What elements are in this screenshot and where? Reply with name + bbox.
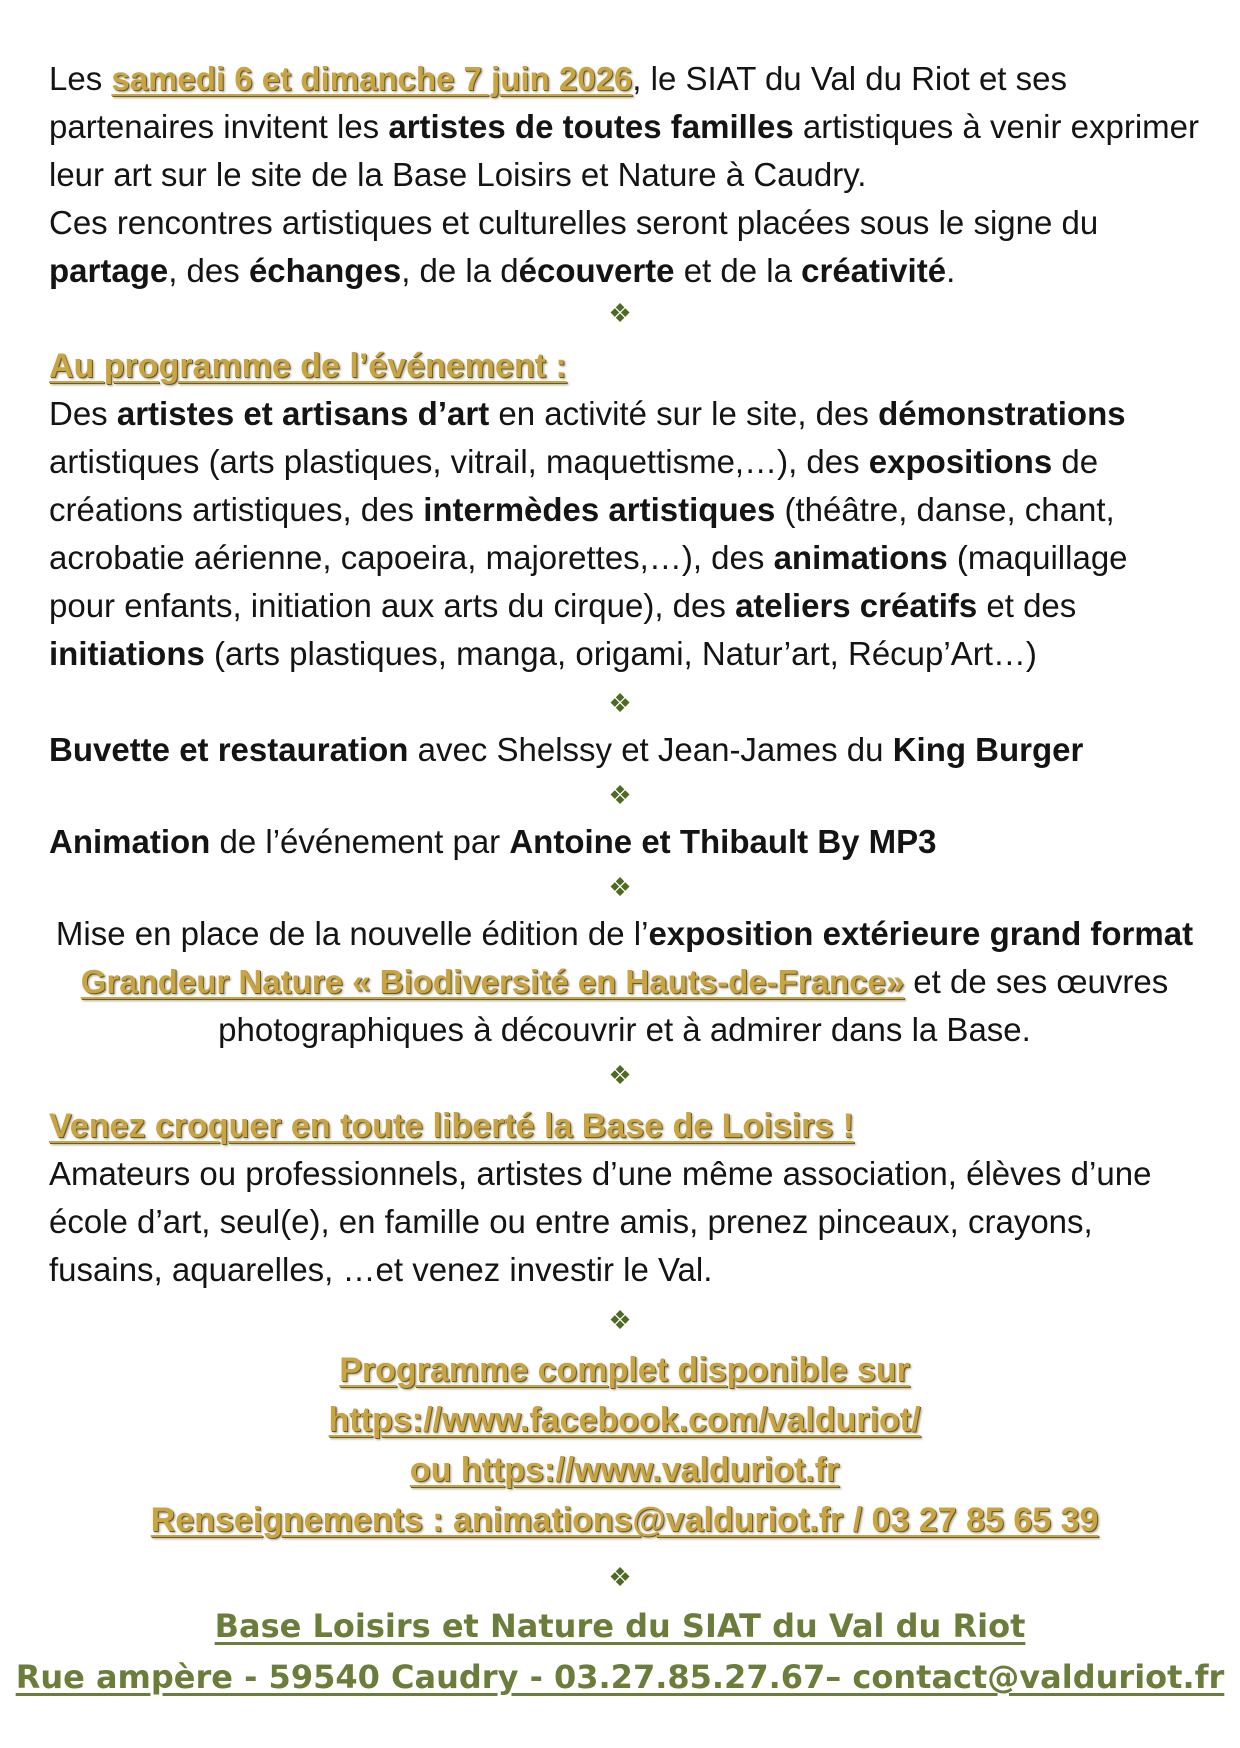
- programme-text-part: en activité sur le site, des: [489, 395, 879, 432]
- contact-info-line[interactable]: Renseignements : animations@valduriot.fr / 03 27 85 65 39: [150, 1501, 1099, 1539]
- exposition-paragraph: [49, 910, 1200, 1054]
- programme-text: [49, 390, 1200, 678]
- intro-text: artistiques à venir exprimer leur art sur le site de la Base Loisirs et Nature à Caudry.: [49, 108, 1200, 193]
- separator-icon: ❖: [608, 298, 632, 328]
- programme-text-part: (maquillage pour enfants, initiation aux arts du cirque), des: [49, 539, 1128, 624]
- programme-bold-part: expositions: [868, 443, 1053, 480]
- bold-decouverte: écouverte: [518, 252, 675, 289]
- programme-text-part: artistiques (arts plastiques, vitrail, maquettisme,…), des: [49, 443, 869, 480]
- intro-text: Ces rencontres artistiques et culturelles seront placées sous le signe du: [49, 204, 1099, 241]
- croquer-text: Amateurs ou professionnels, artistes d’une même association, élèves d’une école d’art, seul(e), en famille ou entre amis, prenez pinceaux, crayons, fusains, aquarelles, …et venez investir le Val.: [49, 1155, 1152, 1288]
- separator-icon: ❖: [608, 1305, 632, 1335]
- buvette-bold: Buvette et restauration: [49, 731, 409, 768]
- buvette-text: avec Shelssy et Jean-James du: [408, 731, 893, 768]
- programme-bold-part: ateliers créatifs: [735, 587, 978, 624]
- croquer-heading: Venez croquer en toute liberté la Base de Loisirs !: [49, 1107, 854, 1145]
- programme-bold-part: intermèdes artistiques: [423, 491, 776, 528]
- programme-bold-part: artistes et artisans d’art: [116, 395, 490, 432]
- programme-complet-line: Programme complet disponible sur: [339, 1351, 910, 1389]
- animation-text: de l’événement par: [210, 823, 510, 860]
- separator-icon: ❖: [608, 872, 632, 902]
- separator-icon: ❖: [608, 780, 632, 810]
- separator-icon: ❖: [608, 688, 632, 718]
- buvette-line: [49, 726, 1200, 774]
- animation-bold: Animation: [49, 823, 211, 860]
- intro-bold-text: artistes de toutes familles: [388, 108, 794, 145]
- programme-text-part: (arts plastiques, manga, origami, Natur’art, Récup’Art…): [204, 635, 1037, 672]
- programme-section: [49, 342, 1200, 678]
- separator-icon: ❖: [608, 1562, 632, 1592]
- programme-bold-part: initiations: [49, 635, 205, 672]
- intro-text: , le SIAT du Val du Riot et ses partenaires invitent les: [49, 60, 1068, 145]
- animator-bold: Antoine et Thibault By MP3: [509, 823, 937, 860]
- programme-text-part: (théâtre, danse, chant, acrobatie aérienne, capoeira, majorettes,…), des: [49, 491, 1115, 576]
- programme-heading: Au programme de l’événement :: [49, 347, 567, 385]
- exposition-title-highlight: Grandeur Nature « Biodiversité en Hauts-de-France»: [80, 963, 905, 1000]
- intro-paragraph: [49, 55, 1200, 295]
- intro-text: et de la: [674, 252, 802, 289]
- exposition-text: et de ses œuvres photographiques à découvrir et à admirer dans la Base.: [218, 963, 1169, 1048]
- programme-text-part: de créations artistiques, des: [49, 443, 1099, 528]
- bold-partage: partage: [49, 252, 169, 289]
- intro-text: , des: [168, 252, 249, 289]
- info-section: [49, 1345, 1200, 1545]
- separator-icon: ❖: [608, 1060, 632, 1090]
- intro-text: , de la d: [401, 252, 519, 289]
- website-link[interactable]: ou https://www.valduriot.fr: [409, 1451, 840, 1489]
- programme-bold-part: animations: [773, 539, 948, 576]
- exposition-text: Mise en place de la nouvelle édition de l’: [55, 915, 649, 952]
- footer-title: Base Loisirs et Nature du SIAT du Val du Riot: [214, 1607, 1026, 1645]
- animation-line: [49, 818, 1200, 866]
- croquer-section: [49, 1102, 1200, 1294]
- programme-text-part: et des: [977, 587, 1077, 624]
- exposition-bold: exposition extérieure grand format: [648, 915, 1194, 952]
- programme-bold-part: démonstrations: [878, 395, 1126, 432]
- footer-address: Rue ampère - 59540 Caudry - 03.27.85.27.67– contact@valduriot.fr: [15, 1658, 1225, 1696]
- bold-echanges: échanges: [248, 252, 402, 289]
- intro-text: .: [946, 252, 956, 289]
- intro-text: Les: [49, 60, 112, 97]
- bold-creativite: créativité: [801, 252, 947, 289]
- event-date-highlight: samedi 6 et dimanche 7 juin 2026: [111, 60, 633, 97]
- king-burger-bold: King Burger: [892, 731, 1084, 768]
- facebook-link[interactable]: https://www.facebook.com/valduriot/: [328, 1401, 921, 1439]
- programme-text-part: Des: [49, 395, 117, 432]
